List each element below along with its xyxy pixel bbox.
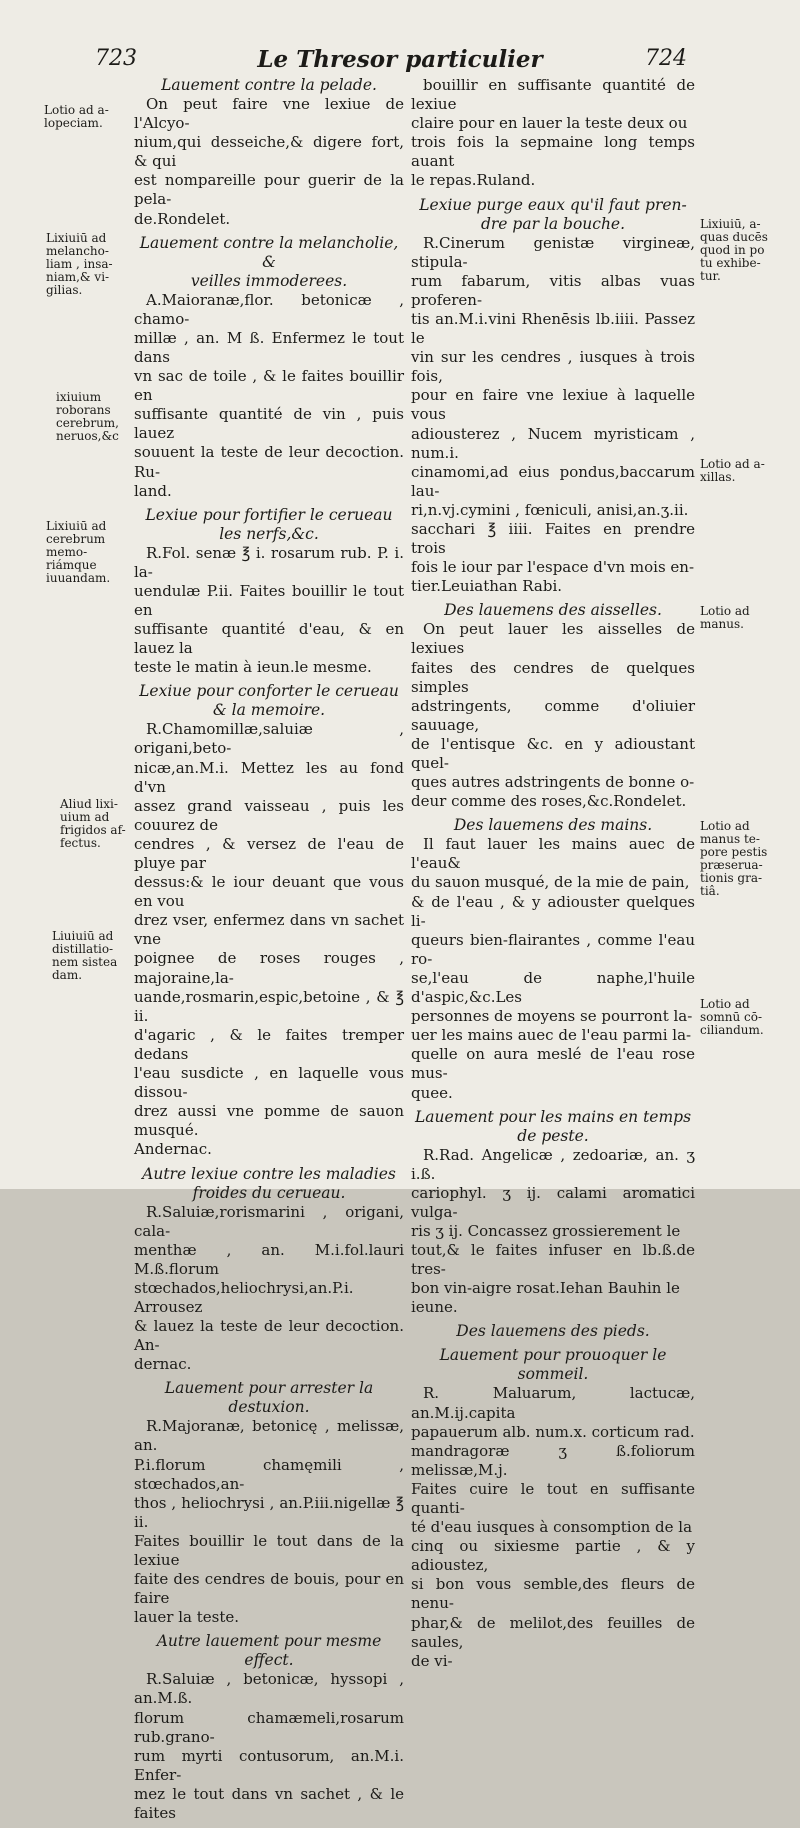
margin-note-line: fectus. <box>60 836 101 850</box>
margin-note-line: frigidos af- <box>60 823 126 837</box>
text-line: deur comme des roses,&c.Rondelet. <box>411 792 687 811</box>
section-heading: Autre lauement pour mesme <box>156 1632 382 1651</box>
margin-note-line: neruos,&c <box>56 429 119 443</box>
section-heading: veilles immoderees. <box>190 271 348 290</box>
margin-note-line: Lotio ad <box>700 819 750 833</box>
margin-note-line: tu exhibe- <box>700 256 761 270</box>
text-line: rum myrti contusorum, an.M.i. Enfer- <box>134 1746 404 1784</box>
margin-note-line: pore pestis <box>700 845 768 859</box>
text-line: florum chamæmeli,rosarum rub.grano- <box>134 1708 404 1746</box>
text-line: ieune. <box>411 1298 458 1317</box>
section <box>134 1379 404 1627</box>
margin-note <box>46 520 110 585</box>
page-number-left: 723 <box>95 46 137 71</box>
margin-note-line: Lotio ad a- <box>44 103 109 117</box>
margin-note-line: memo- <box>46 545 88 559</box>
text-line: menthæ , an. M.i.fol.lauri M.ß.florum <box>134 1240 404 1278</box>
text-line: tier.Leuiathan Rabi. <box>411 577 563 596</box>
text-line: suffisante quantité d'eau, & en lauez la <box>134 620 404 658</box>
margin-note-line: Lotio ad a- <box>700 457 765 471</box>
text-line: rum fabarum, vitis albas vuas proferen- <box>411 271 695 309</box>
section <box>411 601 695 811</box>
margin-note-line: Lotio ad <box>700 604 750 618</box>
margin-note-line: tionis gra- <box>700 871 763 885</box>
margin-note-line: tur. <box>700 269 721 283</box>
margin-note-line: niam,& vi- <box>46 270 110 284</box>
text-line: ri,n.vj.cymini , fœniculi, anisi,an.ʒ.ii. <box>411 500 689 519</box>
section <box>134 506 404 678</box>
text-line: d'agaric , & le faites tremper dedans <box>134 1025 404 1063</box>
section <box>134 682 404 1159</box>
section-heading: Lexiue purge eaux qu'il faut pren- <box>419 195 687 214</box>
text-line: assez grand vaisseau , puis les couurez de <box>134 796 404 834</box>
text-line: drez vser, enfermez dans vn sachet vne <box>134 911 404 949</box>
margin-note <box>56 391 119 443</box>
text-line: de l'entisque &c. en y adioustant quel- <box>411 734 695 772</box>
margin-note-line: quod in po <box>700 243 765 257</box>
margin-note-line: melancho- <box>46 244 109 258</box>
text-line: de.Rondelet. <box>134 209 231 228</box>
margin-note <box>700 218 768 283</box>
text-line: bon vin-aigre rosat.Iehan Bauhin le <box>411 1279 680 1298</box>
margin-note-line: cerebrum, <box>56 416 119 430</box>
section-heading: effect. <box>244 1651 294 1670</box>
section-heading: Autre lexiue contre les maladies <box>142 1164 396 1183</box>
section-heading: Lauement contre la melancholie, & <box>139 233 399 271</box>
page-number-right: 724 <box>645 46 687 71</box>
margin-note-line: præserua- <box>700 858 763 872</box>
text-line: adstringents, comme d'oliuier sauuage, <box>411 696 695 734</box>
margin-note-line: manus. <box>700 617 744 631</box>
text-line: On peut lauer les aisselles de lexiues <box>411 620 695 658</box>
text-line: dernac. <box>134 1355 192 1374</box>
section-heading: Lexiue pour conforter le cerueau <box>139 682 399 701</box>
text-line: suffisante quantité de vin , puis lauez <box>134 405 404 443</box>
margin-note-line: gilias. <box>46 283 83 297</box>
text-line: bouillir en suffisante quantité de lexiue <box>411 76 695 114</box>
margin-note <box>52 930 117 982</box>
text-line: Faites bouillir le tout dans de la lexiue <box>134 1531 404 1569</box>
section <box>411 76 695 191</box>
margin-note-line: xillas. <box>700 470 736 484</box>
text-line: uendulæ P.ii. Faites bouillir le tout en <box>134 581 404 619</box>
section-heading: Des lauemens des aisselles. <box>444 601 662 620</box>
text-line: & lauez la teste de leur decoction. An- <box>134 1317 404 1355</box>
section <box>411 196 695 597</box>
margin-note-line: iuuandam. <box>46 571 111 585</box>
text-line: nium,qui desseiche,& digere fort, & qui <box>134 133 404 171</box>
text-line: R.Majoranæ, betonicę , melissæ, an. <box>134 1417 404 1455</box>
text-line: teste le matin à ieun.le mesme. <box>134 658 372 677</box>
text-line: cinamomi,ad eius pondus,baccarum lau- <box>411 462 695 500</box>
text-line: faite des cendres de bouis, pour en faire <box>134 1570 404 1608</box>
section-heading: & la memoire. <box>212 701 326 720</box>
margin-note-line: quas ducēs <box>700 230 768 244</box>
text-line: souuent la teste de leur decoction. Ru- <box>134 443 404 481</box>
text-line: se,l'eau de naphe,l'huile d'aspic,&c.Les <box>411 968 695 1007</box>
text-line: A.Maioranæ,flor. betonicæ , chamo- <box>134 290 404 328</box>
text-line: est nompareille pour guerir de la pela- <box>134 171 404 209</box>
text-line: nicæ,an.M.i. Mettez les au fond d'vn <box>134 758 404 796</box>
text-line: du sauon musqué, de la mie de pain, <box>411 873 690 892</box>
text-line: trois fois la sepmaine long temps auant <box>411 133 695 171</box>
margin-note-line: nem sistea <box>52 955 118 969</box>
section-heading: Lauement contre la pelade. <box>161 76 377 94</box>
margin-note-line: Liuiuiū ad <box>52 929 114 943</box>
text-line: Andernac. <box>134 1140 212 1159</box>
section <box>411 1322 695 1341</box>
text-line: R. Maluarum, lactucæ, an.M.ij.capita <box>411 1384 695 1422</box>
text-line: vn sac de toile , & le faites bouillir en <box>134 367 404 405</box>
margin-note-line: Lixiuiū, a- <box>700 217 761 231</box>
section-heading: Des lauemens des pieds. <box>456 1322 650 1341</box>
margin-note-line: Lixiuiū ad <box>46 231 107 245</box>
section-heading: Lauement pour arrester la destuxion. <box>164 1379 374 1417</box>
text-line: P.i.florum chamęmili , stœchados,an- <box>134 1455 404 1493</box>
text-line: R.Saluiæ,rorismarini , origani, cala- <box>134 1202 404 1240</box>
text-line: stœchados,heliochrysi,an.P.i. Arrousez <box>134 1278 354 1316</box>
margin-note-line: lopeciam. <box>44 116 103 130</box>
text-line: lauer la teste. <box>134 1608 239 1627</box>
text-line: uande,rosmarin,espic,betoine , & ℥ ii. <box>134 987 404 1025</box>
margin-note-line: tiâ. <box>700 884 720 898</box>
margin-note <box>700 820 767 898</box>
text-line: R.Chamomillæ,saluiæ , origani,beto- <box>134 720 404 758</box>
margin-note-line: cerebrum <box>46 532 106 546</box>
text-line: vin sur les cendres , iusques à trois fois, <box>411 348 695 386</box>
section <box>134 1632 404 1823</box>
right-column <box>411 76 695 1676</box>
text-line: tout,& le faites infuser en lb.ß.de tres- <box>411 1241 695 1279</box>
section-heading: dre par la bouche. <box>480 214 626 233</box>
text-line: land. <box>134 481 172 500</box>
section-heading: les nerfs,&c. <box>219 524 319 543</box>
text-line: Faites cuire le tout en suffisante quanti- <box>411 1479 695 1517</box>
text-line: faites des cendres de quelques simples <box>411 658 695 696</box>
margin-note-line: somnū cō- <box>700 1010 763 1024</box>
section-heading: Des lauemens des mains. <box>453 816 653 835</box>
section <box>134 76 404 229</box>
text-line: de vi- <box>411 1651 453 1670</box>
section <box>134 234 404 501</box>
text-line: personnes de moyens se pourront la- <box>411 1007 693 1026</box>
margin-note-line: ixiuium <box>56 390 102 404</box>
margin-note <box>44 104 109 130</box>
text-line: uer les mains auec de l'eau parmi la- <box>411 1026 692 1045</box>
text-line: Il faut lauer les mains auec de l'eau& <box>411 835 695 873</box>
margin-note-line: roborans <box>56 403 111 417</box>
section-heading: Lexiue pour fortifier le cerueau <box>145 505 393 524</box>
text-line: dessus:& le iour deuant que vous en vou <box>134 873 404 911</box>
text-line: fois le iour par l'espace d'vn mois en- <box>411 558 695 577</box>
margin-note-line: uium ad <box>60 810 110 824</box>
section-heading: froides du cerueau. <box>192 1183 346 1202</box>
text-line: phar,& de melilot,des feuilles de saules, <box>411 1613 695 1651</box>
text-line: quee. <box>411 1083 453 1102</box>
margin-note-line: distillatio- <box>52 942 114 956</box>
margin-note <box>60 798 126 850</box>
text-line: mandragoræ ʒ ß.foliorum melissæ,M.j. <box>411 1441 695 1479</box>
text-line: sacchari ℥ iiii. Faites en prendre trois <box>411 519 695 558</box>
margin-note-line: liam , insa- <box>46 257 113 271</box>
text-line: millæ , an. M ß. Enfermez le tout dans <box>134 328 404 366</box>
section <box>134 1165 404 1375</box>
margin-note-line: ciliandum. <box>700 1023 764 1037</box>
margin-note <box>46 232 113 297</box>
text-line: l'eau susdicte , en laquelle vous dissou- <box>134 1064 404 1102</box>
text-line: le repas.Ruland. <box>411 171 536 190</box>
section <box>411 1108 695 1318</box>
text-line: cariophyl. ʒ ij. calami aromatici vulga- <box>411 1183 695 1221</box>
text-line: tis an.M.i.vini Rhenēsis lb.iiii. Passez le <box>411 309 695 348</box>
text-line: mez le tout dans vn sachet , & le faites <box>134 1784 404 1823</box>
text-line: thos , heliochrysi , an.P.iii.nigellæ ℥ ii. <box>134 1493 404 1531</box>
section-heading: de peste. <box>517 1126 589 1145</box>
section-heading: Lauement pour prouoquer le sommeil. <box>439 1346 667 1384</box>
text-line: R.Fol. senæ ℥ i. rosarum rub. P. i. la- <box>134 543 404 581</box>
margin-note-line: manus te- <box>700 832 760 846</box>
margin-note <box>700 605 750 631</box>
section <box>411 816 695 1102</box>
text-line: claire pour en lauer la teste deux ou <box>411 114 688 133</box>
text-line: cendres , & versez de l'eau de pluye par <box>134 834 404 872</box>
margin-note-line: dam. <box>52 968 83 982</box>
left-column <box>134 76 404 1828</box>
text-line: adiousterez , Nucem myristicam , num.i. <box>411 424 695 462</box>
section-heading: Lauement pour les mains en temps <box>414 1107 692 1126</box>
margin-note <box>700 458 765 484</box>
text-line: queurs bien-flairantes , comme l'eau ro- <box>411 930 695 968</box>
text-line: R.Rad. Angelicæ , zedoariæ, an. ʒ i.ß. <box>411 1145 695 1183</box>
text-line: ris ʒ ij. Concassez grossierement le <box>411 1221 681 1240</box>
section <box>411 1346 695 1670</box>
text-line: té d'eau iusques à consomption de la <box>411 1518 693 1537</box>
text-line: quelle on aura meslé de l'eau rose mus- <box>411 1045 695 1083</box>
text-line: drez aussi vne pomme de sauon musqué. <box>134 1102 404 1140</box>
text-line: papauerum alb. num.x. corticum rad. <box>411 1422 695 1441</box>
text-line: cinq ou sixiesme partie , & y adioustez, <box>411 1537 695 1575</box>
running-title: Le Thresor particulier <box>257 46 543 73</box>
text-line: pour en faire vne lexiue à laquelle vous <box>411 386 695 424</box>
text-line: On peut faire vne lexiue de l'Alcyo- <box>134 95 404 133</box>
text-line: R.Cinerum genistæ virgineæ, stipula- <box>411 233 695 271</box>
text-line: si bon vous semble,des fleurs de nenu- <box>411 1575 695 1613</box>
margin-note-line: Aliud lixi- <box>60 797 118 811</box>
text-line: poignee de roses rouges , majoraine,la- <box>134 949 404 987</box>
margin-note-line: Lotio ad <box>700 997 750 1011</box>
margin-note-line: riámque <box>46 558 97 572</box>
text-line: R.Saluiæ , betonicæ, hyssopi , an.M.ß. <box>134 1670 404 1708</box>
text-line: ques autres adstringents de bonne o- <box>411 773 695 792</box>
text-line: & de l'eau , & y adiouster quelques li- <box>411 892 695 930</box>
margin-note <box>700 998 764 1037</box>
margin-note-line: Lixiuiū ad <box>46 519 107 533</box>
